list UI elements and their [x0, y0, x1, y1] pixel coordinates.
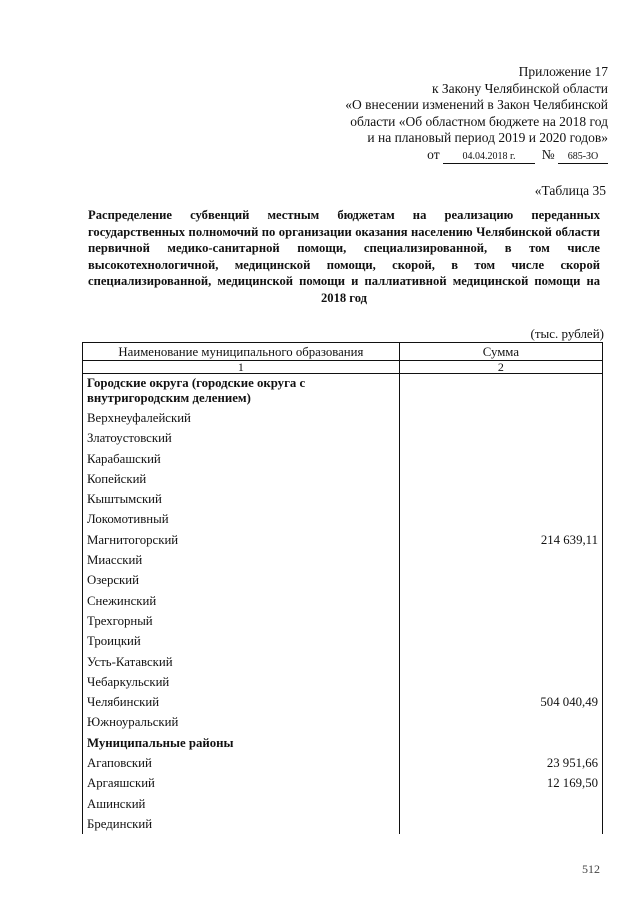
municipality-name: Трехгорный	[83, 611, 400, 631]
table-row	[83, 469, 603, 489]
amount-cell	[399, 611, 602, 631]
appendix-line: «О внесении изменений в Закон Челябинской	[345, 97, 608, 112]
amount-cell	[399, 550, 602, 570]
amount-cell	[399, 428, 602, 448]
municipality-name: Усть-Катавский	[83, 652, 400, 672]
table-header-row	[83, 343, 603, 361]
appendix-header	[278, 64, 608, 164]
table-body	[83, 374, 603, 835]
group-name: Городские округа (городские округа с внутригородским делением)	[83, 374, 400, 409]
municipality-name: Ашинский	[83, 794, 400, 814]
amount-cell: 214 639,11	[399, 530, 602, 550]
law-date-number-line	[278, 147, 608, 164]
table-row	[83, 652, 603, 672]
law-number: 685-ЗО	[558, 151, 608, 164]
municipality-name: Златоустовский	[83, 428, 400, 448]
amount-cell	[399, 631, 602, 651]
amount-cell	[399, 449, 602, 469]
amount-cell	[399, 469, 602, 489]
amount-cell	[399, 570, 602, 590]
table-row	[83, 692, 603, 712]
municipality-name: Магнитогорский	[83, 530, 400, 550]
subvention-table	[82, 342, 603, 834]
municipality-name: Брединский	[83, 814, 400, 834]
column-number: 1	[83, 361, 400, 374]
amount-cell	[399, 408, 602, 428]
amount-cell	[399, 794, 602, 814]
table-row	[83, 550, 603, 570]
table-group-row	[83, 733, 603, 753]
table-row	[83, 672, 603, 692]
date-prefix: от	[427, 146, 440, 162]
table-row	[83, 591, 603, 611]
table-row	[83, 408, 603, 428]
column-number: 2	[399, 361, 602, 374]
municipality-name: Озерский	[83, 570, 400, 590]
amount-cell	[399, 814, 602, 834]
municipality-name: Копейский	[83, 469, 400, 489]
amount-cell	[399, 712, 602, 732]
municipality-name: Чебаркульский	[83, 672, 400, 692]
amount-cell	[399, 733, 602, 753]
table-row	[83, 509, 603, 529]
column-header-name: Наименование муниципального образования	[83, 343, 400, 361]
group-name: Муниципальные районы	[83, 733, 400, 753]
document-title: Распределение субвенций местным бюджетам на реализацию переданных государственных полномочий по организации оказания населению Челябинской области первичной медико-санитарной помощи, специализированной, в том числе высокотехнологичной, медицинской помощи, скорой, в том числе скорой специализированной, медицинской помощи и паллиативной медицинской помощи на 2018 год	[88, 208, 600, 305]
table-label: «Таблица 35	[534, 183, 606, 198]
municipality-name: Верхнеуфалейский	[83, 408, 400, 428]
table-row	[83, 794, 603, 814]
page-number: 512	[582, 862, 600, 876]
municipality-name: Локомотивный	[83, 509, 400, 529]
units-label: (тыс. рублей)	[530, 326, 604, 341]
municipality-name: Троицкий	[83, 631, 400, 651]
table-row	[83, 712, 603, 732]
appendix-line: и на плановый период 2019 и 2020 годов»	[367, 130, 608, 145]
table-row	[83, 631, 603, 651]
municipality-name: Кыштымский	[83, 489, 400, 509]
appendix-line: области «Об областном бюджете на 2018 год	[350, 113, 608, 129]
table-row	[83, 449, 603, 469]
table-row	[83, 814, 603, 834]
table-row	[83, 773, 603, 793]
table-row	[83, 753, 603, 773]
table-row	[83, 428, 603, 448]
amount-cell	[399, 509, 602, 529]
table-row	[83, 611, 603, 631]
number-prefix: №	[541, 146, 555, 162]
amount-cell	[399, 652, 602, 672]
appendix-line: к Закону Челябинской области	[431, 80, 608, 96]
appendix-line: Приложение 17	[518, 64, 608, 79]
amount-cell	[399, 591, 602, 611]
amount-cell	[399, 374, 602, 409]
municipality-name: Челябинский	[83, 692, 400, 712]
municipality-name: Агаповский	[83, 753, 400, 773]
law-date: 04.04.2018 г.	[443, 151, 535, 164]
amount-cell: 12 169,50	[399, 773, 602, 793]
amount-cell: 23 951,66	[399, 753, 602, 773]
amount-cell	[399, 489, 602, 509]
amount-cell: 504 040,49	[399, 692, 602, 712]
municipality-name: Аргаяшский	[83, 773, 400, 793]
municipality-name: Южноуральский	[83, 712, 400, 732]
municipality-name: Карабашский	[83, 449, 400, 469]
amount-cell	[399, 672, 602, 692]
table-row	[83, 489, 603, 509]
column-header-amount: Сумма	[399, 343, 602, 361]
column-number-row	[83, 361, 603, 374]
table-row	[83, 530, 603, 550]
table-group-row	[83, 374, 603, 409]
municipality-name: Миасский	[83, 550, 400, 570]
municipality-name: Снежинский	[83, 591, 400, 611]
table-row	[83, 570, 603, 590]
